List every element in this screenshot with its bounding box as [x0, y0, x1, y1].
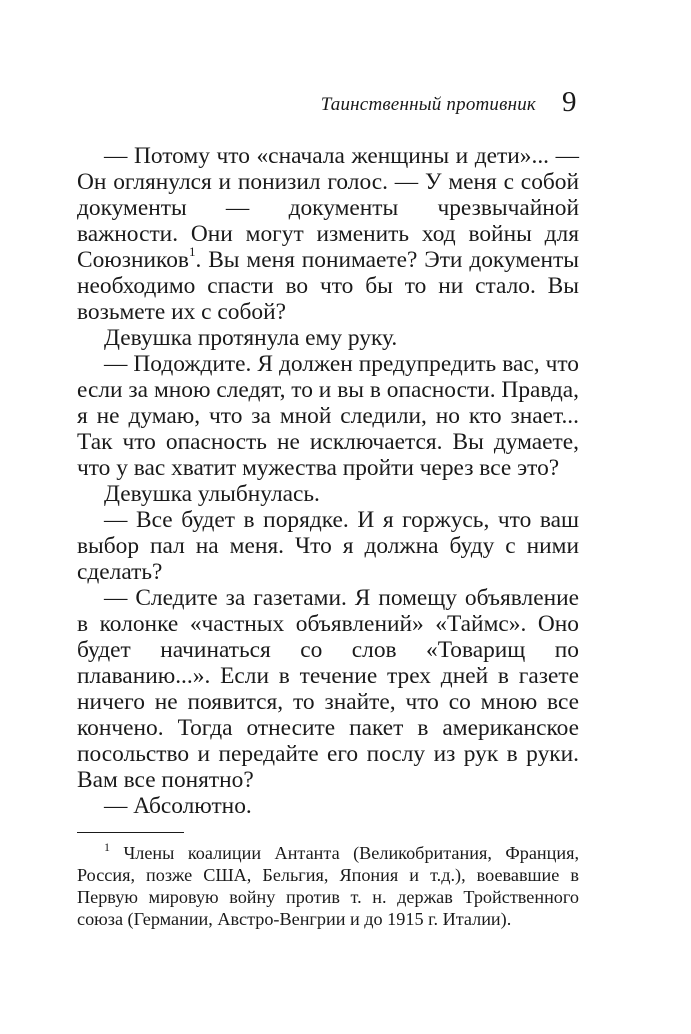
paragraph: — Абсолютно. — [104, 793, 252, 819]
paragraph-text: — Потому что «сначала женщины и дети»... — Он оглянулся и понизил голос. — У меня с собой документы — документы чрезвычайной важности. Они могут изменить ход войны для Союзников — [77, 143, 579, 273]
running-head — [0, 86, 691, 126]
footnote-marker: 1 — [104, 839, 110, 854]
paragraph: — Все будет в порядке. И я горжусь, что ваш выбор пал на меня. Что я должна буду с ними сделать? — [77, 507, 579, 585]
page-number: 9 — [562, 86, 577, 118]
footnote — [77, 839, 579, 930]
paragraph — [77, 143, 579, 325]
paragraph: Девушка протянула ему руку. — [104, 325, 398, 351]
paragraph: Девушка улыбнулась. — [104, 481, 320, 507]
footnote-divider — [77, 832, 184, 833]
paragraph: — Следите за газетами. Я помещу объявление в колонке «частных объявлений» «Таймс». Оно будет начинаться со слов «Товарищ по плаванию...». Если в течение трех дней в газете ничего не появится, то знайте, что со мною все кончено. Тогда отнесите пакет в американское посольство и передайте его послу из рук в руки. Вам все понятно? — [77, 585, 579, 793]
running-title: Таинственный противник — [320, 94, 536, 115]
footnote-ref: 1 — [188, 244, 196, 260]
body-text — [77, 143, 579, 819]
paragraph-text-continued: . Вы меня понимаете? Эти документы необходимо спасти во что бы то ни стало. Вы возьмете их с собой? — [77, 247, 579, 325]
footnote-text: Члены коалиции Антанта (Великобритания, Франция, Россия, позже США, Бельгия, Япония и т.д.), воевавшие в Первую мировую войну против т. н. держав Тройственного союза (Германии, Австро-Венгрии и до 1915 г. Италии). — [77, 843, 579, 929]
paragraph: — Подождите. Я должен предупредить вас, что если за мною следят, то и вы в опасности. Правда, я не думаю, что за мной следили, но кто знает... Так что опасность не исключается. Вы думаете, что у вас хватит мужества пройти через все это? — [77, 351, 579, 481]
